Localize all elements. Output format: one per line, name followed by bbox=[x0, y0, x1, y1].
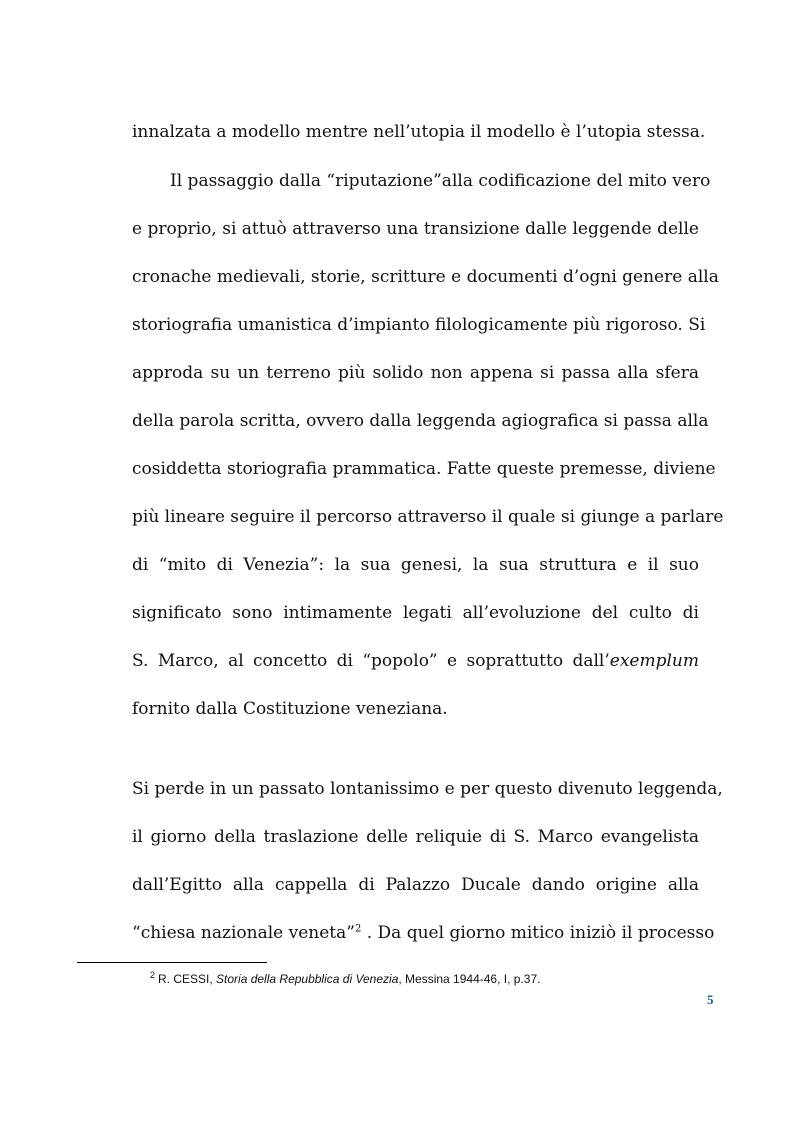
body-line-14: Si perde in un passato lontanissimo e per questo divenuto leggenda, bbox=[132, 779, 723, 799]
body-line-17 bbox=[132, 921, 715, 945]
body-line-8: cosiddetta storiografia prammatica. Fatte queste premesse, diviene bbox=[132, 459, 716, 479]
body-line-16: dall’Egitto alla cappella di Palazzo Ducale dando origine alla bbox=[132, 875, 699, 895]
body-line-1: innalzata a modello mentre nell’utopia il modello è l’utopia stessa. bbox=[132, 122, 706, 142]
body-line-17-after: . Da quel giorno mitico iniziò il processo bbox=[361, 923, 715, 943]
body-line-3: e proprio, si attuò attraverso una transizione dalle leggende delle bbox=[132, 219, 699, 239]
footnote bbox=[150, 972, 540, 986]
body-line-5: storiografia umanistica d’impianto filologicamente più rigoroso. Si bbox=[132, 315, 706, 335]
page-number: 5 bbox=[707, 992, 714, 1007]
footnote-separator bbox=[77, 962, 267, 963]
footnote-reference: 2 bbox=[354, 923, 362, 935]
body-line-10: di “mito di Venezia”: la sua genesi, la sua struttura e il suo bbox=[132, 555, 699, 575]
body-line-6: approda su un terreno più solido non appena si passa alla sfera bbox=[132, 363, 699, 383]
body-line-2: Il passaggio dalla “riputazione”alla codificazione del mito vero bbox=[170, 171, 711, 191]
body-line-11: significato sono intimamente legati all’evoluzione del culto di bbox=[132, 603, 699, 623]
footnote-number: 2 bbox=[150, 970, 156, 980]
footnote-rest: , Messina 1944-46, I, p.37. bbox=[398, 972, 541, 986]
body-line-9: più lineare seguire il percorso attraverso il quale si giunge a parlare bbox=[132, 507, 724, 527]
footnote-author: R. CESSI, bbox=[158, 972, 217, 986]
body-line-15: il giorno della traslazione delle reliquie di S. Marco evangelista bbox=[132, 827, 699, 847]
body-line-4: cronache medievali, storie, scritture e documenti d’ogni genere alla bbox=[132, 267, 719, 287]
body-line-13: fornito dalla Costituzione veneziana. bbox=[132, 699, 448, 719]
body-line-12 bbox=[132, 649, 699, 673]
footnote-title: Storia della Repubblica di Venezia bbox=[216, 972, 399, 986]
body-line-12-text: S. Marco, al concetto di “popolo” e soprattutto dall’ bbox=[132, 651, 610, 671]
body-line-17-before: “chiesa nazionale veneta” bbox=[132, 923, 355, 943]
exemplum-italic: exemplum bbox=[609, 651, 699, 671]
body-line-7: della parola scritta, ovvero dalla leggenda agiografica si passa alla bbox=[132, 411, 709, 431]
